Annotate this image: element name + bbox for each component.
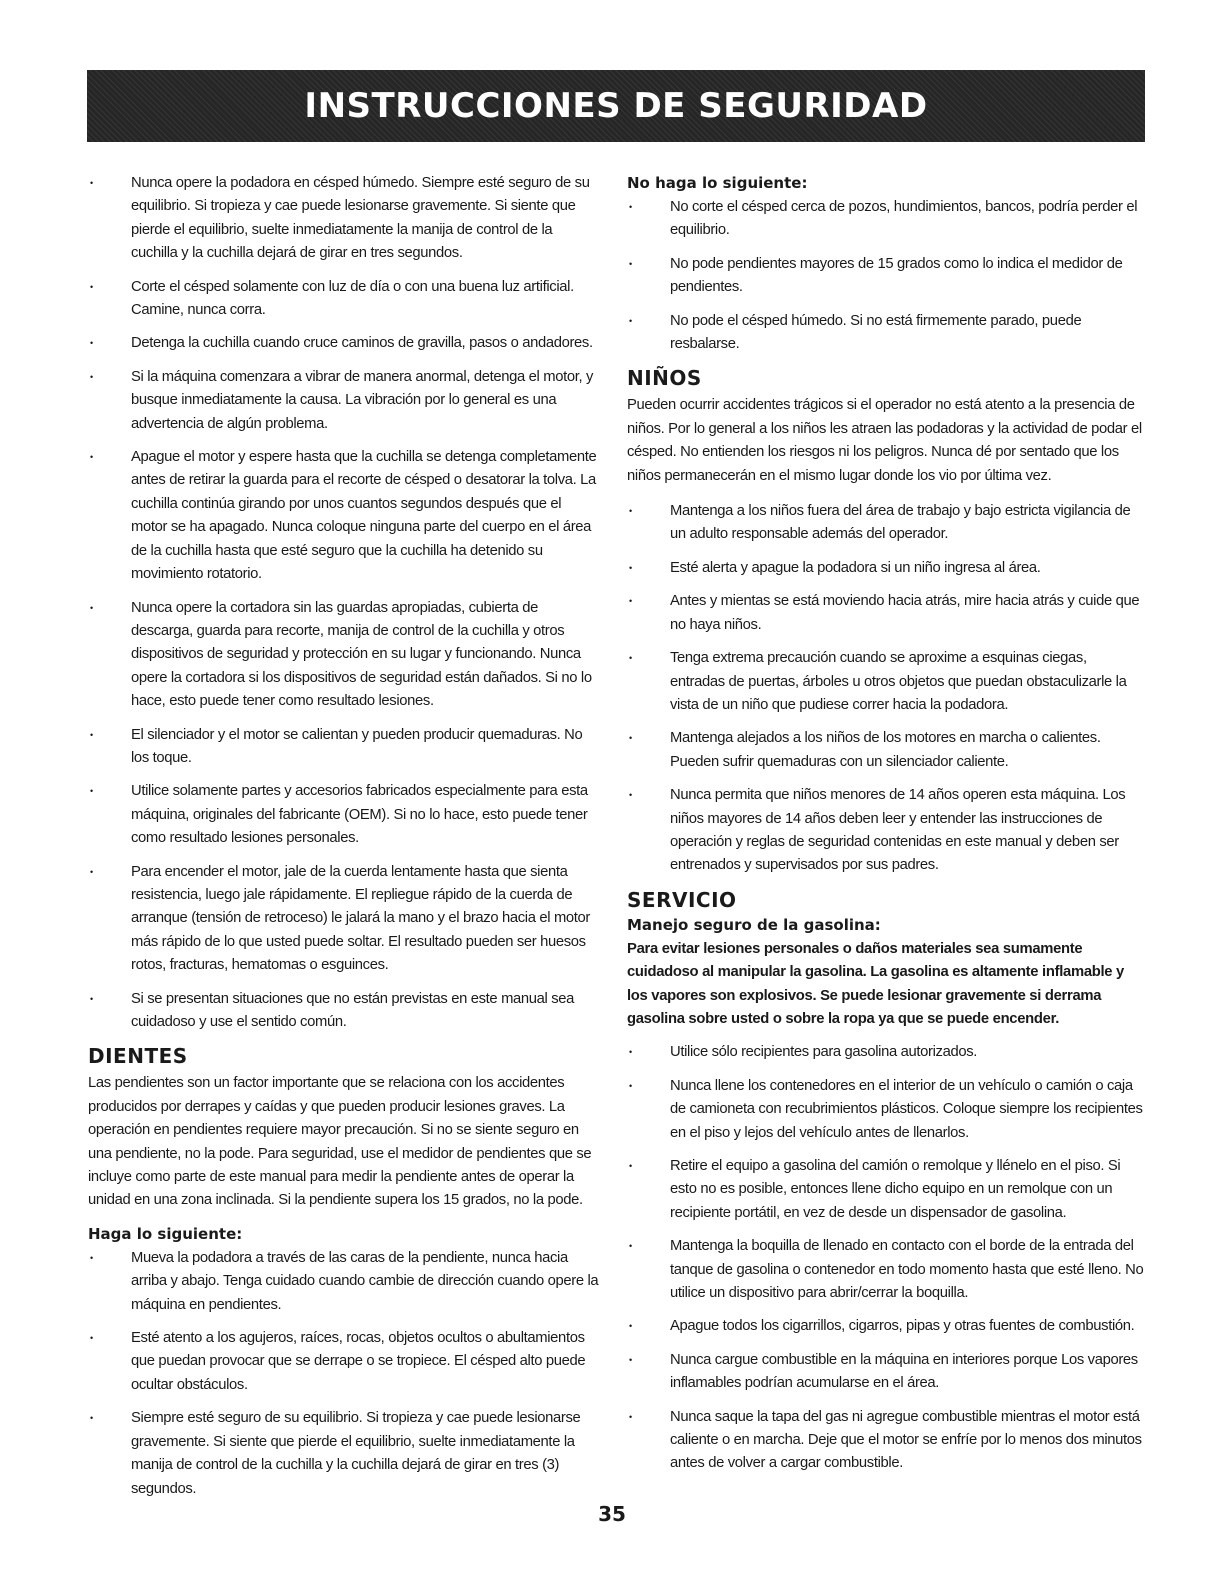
header-banner bbox=[87, 70, 1145, 142]
list-item: • Utilice sólo recipientes para gasolina autorizados. bbox=[627, 1041, 1145, 1064]
list-item: • Tenga extrema precaución cuando se aproxime a esquinas ciegas, entradas de puertas, árboles u otros objetos que puedan obstaculizarle la vista de un niño que pudiese correr hacia la podadora. bbox=[627, 647, 1145, 717]
ninos-list bbox=[627, 500, 1145, 878]
list-item: • No corte el césped cerca de pozos, hundimientos, bancos, podría perder el equilibrio. bbox=[627, 196, 1145, 243]
list-item: • Para encender el motor, jale de la cuerda lentamente hasta que sienta resistencia, luego jale rápidamente. El repliegue rápido de la cuerda de arranque (tensión de retroceso) le jalará la mano y el brazo hacia el motor más rápido de lo que usted puede soltar. El resultado pueden ser huesos rotos, fracturas, hematomas o esguinces. bbox=[88, 861, 600, 978]
do-list bbox=[88, 1247, 600, 1501]
list-item: • Mantenga alejados a los niños de los motores en marcha o calientes. Pueden sufrir quemaduras con un silenciador caliente. bbox=[627, 727, 1145, 774]
subheading-gasoline: Manejo seguro de la gasolina: bbox=[627, 915, 881, 934]
page-number: 35 bbox=[598, 1502, 626, 1526]
list-item: • Apague todos los cigarrillos, cigarros, pipas y otras fuentes de combustión. bbox=[627, 1315, 1145, 1338]
left-column bbox=[88, 172, 600, 1511]
subheading-do: Haga lo siguiente: bbox=[88, 1224, 243, 1243]
list-item: • Esté alerta y apague la podadora si un niño ingresa al área. bbox=[627, 557, 1145, 580]
list-item: • Si se presentan situaciones que no están previstas en este manual sea cuidadoso y use el sentido común. bbox=[88, 988, 600, 1035]
list-item: • No pode el césped húmedo. Si no está firmemente parado, puede resbalarse. bbox=[627, 310, 1145, 357]
list-item: • Nunca saque la tapa del gas ni agregue combustible mientras el motor está caliente o en marcha. Deje que el motor se enfríe por lo menos dos minutos antes de volver a cargar combustible. bbox=[627, 1406, 1145, 1476]
section-heading-ninos: NIÑOS bbox=[627, 366, 702, 391]
page-title: INSTRUCCIONES DE SEGURIDAD bbox=[304, 86, 928, 126]
list-item: • Apague el motor y espere hasta que la cuchilla se detenga completamente antes de retirar la guarda para el recorte de césped o desatorar la tolva. La cuchilla continúa girando por unos cuantos segundos después que el motor se ha apagado. Nunca coloque ninguna parte del cuerpo en el área de la cuchilla hasta que esté seguro que la cuchilla ha detenido su movimiento rotatorio. bbox=[88, 446, 600, 586]
list-item: • Siempre esté seguro de su equilibrio. Si tropieza y cae puede lesionarse gravemente. Si siente que pierde el equilibrio, suelte inmediatamente la manija de control de la cuchilla y la cuchilla dejará de girar en tres (3) segundos. bbox=[88, 1407, 600, 1501]
dont-list bbox=[627, 196, 1145, 356]
gasoline-warning: Para evitar lesiones personales o daños materiales sea sumamente cuidadoso al manipular la gasolina. La gasolina es altamente inflamable y los vapores son explosivos. Se puede lesionar gravemente si derrama gasolina sobre usted o sobre la ropa ya que se puede encender. bbox=[627, 940, 1124, 1027]
list-item: • Nunca llene los contenedores en el interior de un vehículo o camión o caja de camioneta con recubrimientos plásticos. Coloque siempre los recipientes en el piso y lejos del vehículo antes de llenarlos. bbox=[627, 1075, 1145, 1145]
right-column bbox=[627, 174, 1145, 1486]
list-item: • Utilice solamente partes y accesorios fabricados especialmente para esta máquina, originales del fabricante (OEM). Si no lo hace, esto puede tener como resultado lesiones personales. bbox=[88, 780, 600, 850]
list-item: • Corte el césped solamente con luz de día o con una buena luz artificial. Camine, nunca corra. bbox=[88, 276, 600, 323]
list-item: • Esté atento a los agujeros, raíces, rocas, objetos ocultos o abultamientos que puedan provocar que se derrape o se tropiece. El césped alto puede ocultar obstáculos. bbox=[88, 1327, 600, 1397]
list-item: • Mantenga la boquilla de llenado en contacto con el borde de la entrada del tanque de gasolina o contenedor en todo momento hasta que esté lleno. No utilice un dispositivo para abrir/cerrar la boquilla. bbox=[627, 1235, 1145, 1305]
list-item: • Nunca permita que niños menores de 14 años operen esta máquina. Los niños mayores de 14 años deben leer y entender las instrucciones de operación y reglas de seguridad contenidas en este manual y deben ser entrenados y supervisados por sus padres. bbox=[627, 784, 1145, 878]
list-item: • Detenga la cuchilla cuando cruce caminos de gravilla, pasos o andadores. bbox=[88, 332, 600, 355]
list-item: • Si la máquina comenzara a vibrar de manera anormal, detenga el motor, y busque inmediatamente la causa. La vibración por lo general es una advertencia de algún problema. bbox=[88, 366, 600, 436]
general-safety-list bbox=[88, 172, 600, 1034]
dientes-paragraph: Las pendientes son un factor importante que se relaciona con los accidentes producidos por derrapes y caídas y que pueden producir lesiones graves. La operación en pendientes requiere mayor precaución. Si no se siente seguro en una pendiente, no la pode. Para seguridad, use el medidor de pendientes que se incluye como parte de este manual para medir la pendiente antes de operar la unidad en una zona inclinada. Si la pendiente supera los 15 grados, no la pode. bbox=[88, 1075, 592, 1209]
list-item: • Nunca opere la cortadora sin las guardas apropiadas, cubierta de descarga, guarda para recorte, manija de control de la cuchilla y otros dispositivos de seguridad y protección en su lugar y funcionando. Nunca opere la cortadora si los dispositivos de seguridad están dañados. Si no lo hace, esto puede tener como resultado lesiones. bbox=[88, 597, 600, 714]
list-item: • No pode pendientes mayores de 15 grados como lo indica el medidor de pendientes. bbox=[627, 253, 1145, 300]
list-item: • Nunca cargue combustible en la máquina en interiores porque Los vapores inflamables podrían acumularse en el área. bbox=[627, 1349, 1145, 1396]
gasoline-list bbox=[627, 1041, 1145, 1476]
list-item: • Nunca opere la podadora en césped húmedo. Siempre esté seguro de su equilibrio. Si tropieza y cae puede lesionarse gravemente. Si siente que pierde el equilibrio, suelte inmediatamente la manija de control de la cuchilla y la cuchilla dejará de girar en tres segundos. bbox=[88, 172, 600, 266]
list-item: • Mantenga a los niños fuera del área de trabajo y bajo estricta vigilancia de un adulto responsable además del operador. bbox=[627, 500, 1145, 547]
list-item: • Mueva la podadora a través de las caras de la pendiente, nunca hacia arriba y abajo. Tenga cuidado cuando cambie de dirección cuando opere la máquina en pendientes. bbox=[88, 1247, 600, 1317]
ninos-paragraph: Pueden ocurrir accidentes trágicos si el operador no está atento a la presencia de niños. Por lo general a los niños les atraen las podadoras y la actividad de podar el césped. No entienden los riesgos ni los peligros. Nunca dé por sentado que los niños permanecerán en el mismo lugar donde los vio por última vez. bbox=[627, 397, 1142, 484]
list-item: • Antes y mientas se está moviendo hacia atrás, mire hacia atrás y cuide que no haya niños. bbox=[627, 590, 1145, 637]
section-heading-servicio: SERVICIO bbox=[627, 887, 737, 912]
subheading-dont: No haga lo siguiente: bbox=[627, 174, 808, 192]
list-item: • Retire el equipo a gasolina del camión o remolque y llénelo en el piso. Si esto no es posible, entonces llene dicho equipo en un remolque con un recipiente portátil, en vez de desde un dispensador de gasolina. bbox=[627, 1155, 1145, 1225]
list-item: • El silenciador y el motor se calientan y pueden producir quemaduras. No los toque. bbox=[88, 724, 600, 771]
section-heading-dientes: DIENTES bbox=[88, 1044, 188, 1069]
